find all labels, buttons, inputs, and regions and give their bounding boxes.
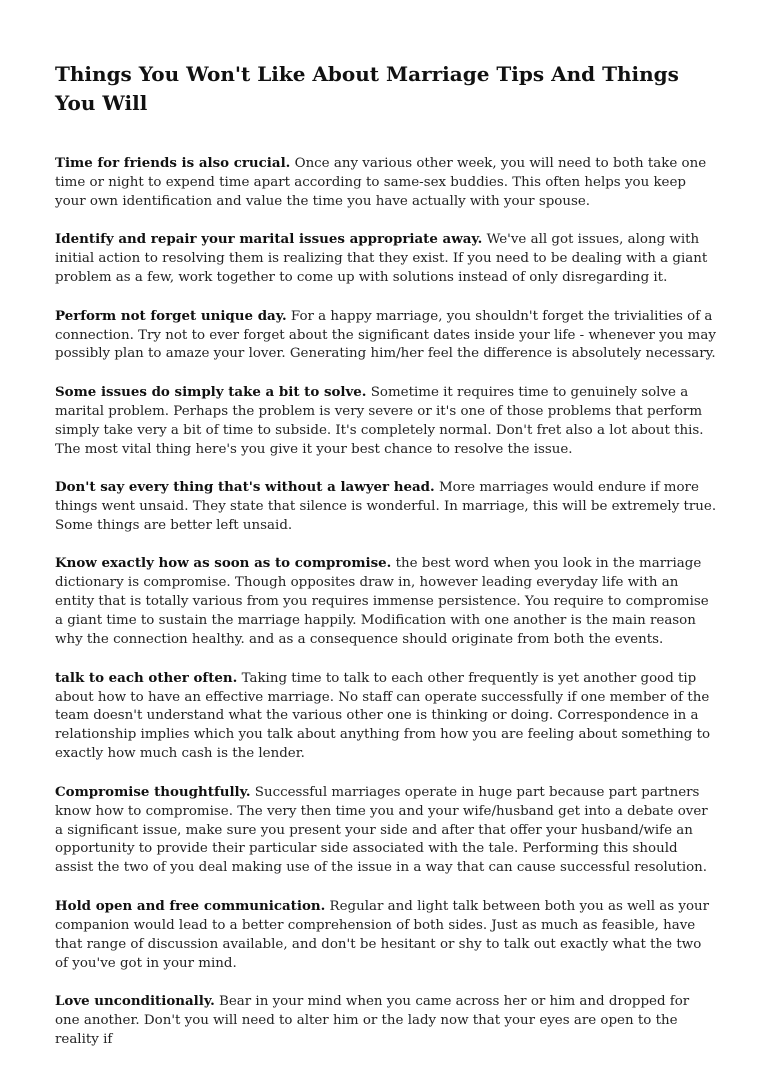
paragraph-compromise-timing: [55, 554, 717, 650]
paragraph-body: the best word when you look in the marriage dictionary is compromise. Though opposites draw in, however leading everyday life with an entity that is totally various from you requires immense persistence. You require to compromise a giant time to sustain the marriage happily. Modification with one another is the main reason why the connection healthy. and as a consequence should originate from both the events.: [55, 556, 709, 648]
paragraph-compromise-thoughtfully: [55, 783, 717, 879]
paragraph-body: More marriages would endure if more things went unsaid. They state that silence is wonderful. In marriage, this will be extremely true. Some things are better left unsaid.: [55, 480, 717, 533]
paragraph-heading: Don't say every thing that's without a lawyer head.: [55, 479, 435, 496]
paragraph-open-communication: [55, 897, 717, 974]
paragraph-body: For a happy marriage, you shouldn't forget the trivialities of a connection. Try not to ever forget about the significant dates inside your life - whenever you may possibly plan to amaze your lover. Generating him/her feel the difference is absolutely necessary.: [55, 308, 716, 362]
paragraph-body: Sometime it requires time to genuinely solve a marital problem. Perhaps the problem is very severe or it's one of those problems that perform simply take very a bit of time to subside. It's completely normal. Don't fret also a lot about this. The most vital thing here's you give it your best chance to resolve the issue.: [55, 384, 704, 457]
paragraph-heading: Love unconditionally.: [55, 993, 215, 1010]
paragraph-heading: Hold open and free communication.: [55, 897, 326, 914]
paragraph-body: We've all got issues, along with initial action to resolving them is realizing that they exist. If you need to be dealing with a giant problem as a few, work together to come up with solutions instead of only disregarding it.: [55, 232, 708, 286]
paragraph-talk-often: [55, 669, 717, 765]
paragraph-body: Successful marriages operate in huge part because part partners know how to compromise. The very then time you and your wife/husband get into a debate over a significant issue, make sure you present your side and after that offer your husband/wife an opportunity to provide their particular side associated with the tale. Performing this should assist the two of you deal making use of the issue in a way that can cause successful resolution.: [55, 784, 708, 876]
paragraph-heading: Some issues do simply take a bit to solve.: [55, 383, 367, 400]
document-title: Things You Won't Like About Marriage Tips And Things You Will: [55, 62, 679, 115]
paragraph-body: Once any various other week, you will need to both take one time or night to expend time apart according to same-sex buddies. This often helps you keep your own identification and value the time you have actually with your spouse.: [55, 156, 707, 209]
paragraph-love-unconditionally: [55, 992, 717, 1050]
paragraph-unique-day: [55, 307, 717, 365]
paragraph-body: Regular and light talk between both you as well as your companion would lead to a better comprehension of both sides. Just as much as feasible, have that range of discussion available, and don't be hesitant or shy to talk out exactly what the two of you've got in your mind.: [55, 898, 710, 971]
paragraph-issues-take-time: [55, 383, 717, 460]
paragraph-marital-issues: [55, 230, 717, 288]
paragraph-heading: Identify and repair your marital issues appropriate away.: [55, 231, 483, 248]
paragraph-body: Bear in your mind when you came across her or him and dropped for one another. Don't you will need to alter him or the lady now that your eyes are open to the reality if: [55, 994, 690, 1047]
paragraph-friends-time: [55, 154, 717, 212]
paragraph-heading: talk to each other often.: [55, 669, 238, 686]
paragraph-heading: Perform not forget unique day.: [55, 307, 287, 324]
paragraph-heading: Compromise thoughtfully.: [55, 783, 251, 800]
paragraph-heading: Time for friends is also crucial.: [55, 155, 291, 171]
paragraph-dont-say-everything: [55, 478, 717, 536]
paragraph-body: Taking time to talk to each other frequently is yet another good tip about how to have an effective marriage. No staff can operate successfully if one member of the team doesn't understand what the various other one is thinking or doing. Correspondence in a relationship implies which you talk about anything from how you are feeling about something to exactly how much cash is the lender.: [55, 670, 711, 762]
document-page: [55, 60, 717, 1068]
paragraph-heading: Know exactly how as soon as to compromise.: [55, 555, 392, 572]
